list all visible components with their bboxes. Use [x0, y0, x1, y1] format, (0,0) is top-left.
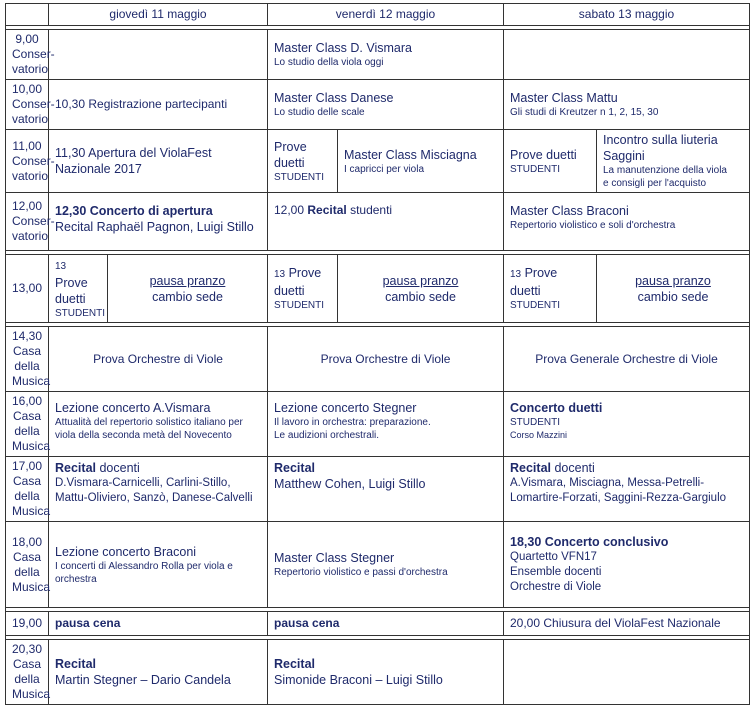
cell-thu-12: 12,30 Concerto di apertura Recital Raphaël Pagnon, Luigi Stillo: [49, 193, 268, 251]
row-19: [6, 612, 750, 636]
row-2030: [6, 640, 750, 705]
cell-thu-2030: Recital Martin Stegner – Dario Candela: [49, 640, 268, 705]
cell-thu-9: [49, 30, 268, 80]
row-13: [6, 255, 750, 323]
cell-fri-13-prove: 13 Prove duetti STUDENTI: [268, 255, 338, 323]
cell-sat-2030: [504, 640, 750, 705]
event-subtitle: Gli studi di Kreutzer n 1, 2, 15, 30: [510, 107, 659, 118]
time-cell-13: 13,00: [6, 255, 49, 323]
cell-sat-16: Concerto duetti STUDENTI Corso Mazzini: [504, 392, 750, 457]
event-title: Master Class D. Vismara: [274, 41, 412, 55]
cell-fri-11-prove: Prove duetti STUDENTI: [268, 130, 338, 193]
cell-sat-12: Master Class Braconi Repertorio violistico e soli d'orchestra: [504, 193, 750, 251]
cell-thu-11: 11,30 Apertura del ViolaFest Nazionale 2017: [49, 130, 268, 193]
cell-fri-12: 12,00 Recital studenti: [268, 193, 504, 251]
cell-sat-10: [504, 80, 750, 130]
time-cell-17: 17,00 Casa della Musica: [6, 457, 49, 522]
cell-fri-17: Recital Matthew Cohen, Luigi Stillo: [268, 457, 504, 522]
cell-thu-18: Lezione concerto Braconi I concerti di Alessandro Rolla per viola e orchestra: [49, 522, 268, 608]
cell-fri-11-masterclass: Master Class Misciagna I capricci per viola: [338, 130, 504, 193]
cell-thu-13-pausa: pausa pranzo cambio sede: [108, 255, 268, 323]
cell-sat-13-pausa: pausa pranzo cambio sede: [597, 255, 750, 323]
time-cell-16: 16,00 Casa della Musica: [6, 392, 49, 457]
row-18: [6, 522, 750, 608]
cell-thu-17: Recital docenti D.Vismara-Carnicelli, Carlini-Stillo, Mattu-Oliviero, Sanzò, Danese-Calvelli: [49, 457, 268, 522]
time-cell-1430: 14,30 Casa della Musica: [6, 327, 49, 392]
day-header-sat: sabato 13 maggio: [504, 4, 750, 26]
day-header-fri: venerdì 12 maggio: [268, 4, 504, 26]
cell-fri-18: Master Class Stegner Repertorio violistico e passi d'orchestra: [268, 522, 504, 608]
event-subtitle: Lo studio delle scale: [274, 107, 365, 118]
cell-fri-2030: Recital Simonide Braconi – Luigi Stillo: [268, 640, 504, 705]
cell-thu-13-prove: 13 Prove duetti STUDENTI: [49, 255, 108, 323]
cell-fri-13-pausa: pausa pranzo cambio sede: [338, 255, 504, 323]
cell-sat-1430: Prova Generale Orchestre di Viole: [504, 327, 750, 392]
event-title: Master Class Mattu: [510, 91, 618, 105]
time-cell-2030: 20,30 Casa della Musica: [6, 640, 49, 705]
row-17: [6, 457, 750, 522]
cell-fri-19: pausa cena: [268, 612, 504, 636]
cell-sat-9: [504, 30, 750, 80]
day-header-thu: giovedì 11 maggio: [49, 4, 268, 26]
corner-cell: [6, 4, 49, 26]
row-10: [6, 80, 750, 130]
time-cell-10: 10,00 Conser- vatorio: [6, 80, 49, 130]
cell-sat-17: Recital docenti A.Vismara, Misciagna, Messa-Petrelli- Lomartire-Forzati, Saggini-Rezza-Gargiulo: [504, 457, 750, 522]
time-cell-11: 11,00 Conser- vatorio: [6, 130, 49, 193]
cell-sat-13-prove: 13 Prove duetti STUDENTI: [504, 255, 597, 323]
time-cell-18: 18,00 Casa della Musica: [6, 522, 49, 608]
event-title: Master Class Danese: [274, 91, 394, 105]
cell-thu-1430: Prova Orchestre di Viole: [49, 327, 268, 392]
event-subtitle: Lo studio della viola oggi: [274, 57, 384, 68]
cell-sat-11-liuteria: Incontro sulla liuteria Saggini La manutenzione della viola e consigli per l'acquisto: [597, 130, 750, 193]
time-cell-19: 19,00: [6, 612, 49, 636]
cell-sat-18: 18,30 Concerto conclusivo Quartetto VFN17 Ensemble docenti Orchestre di Viole: [504, 522, 750, 608]
cell-sat-11-prove: Prove duetti STUDENTI: [504, 130, 597, 193]
cell-fri-1430: Prova Orchestre di Viole: [268, 327, 504, 392]
time-cell-12: 12,00 Conser- vatorio: [6, 193, 49, 251]
row-9: [6, 30, 750, 80]
cell-fri-16: Lezione concerto Stegner Il lavoro in orchestra: preparazione. Le audizioni orchestrali.: [268, 392, 504, 457]
row-1430: [6, 327, 750, 392]
row-12: [6, 193, 750, 251]
header-row: [6, 4, 750, 26]
cell-thu-10: 10,30 Registrazione partecipanti: [49, 80, 268, 130]
cell-sat-19: 20,00 Chiusura del ViolaFest Nazionale: [504, 612, 750, 636]
cell-fri-9: [268, 30, 504, 80]
schedule-table: [5, 3, 750, 705]
cell-fri-10: [268, 80, 504, 130]
cell-thu-16: Lezione concerto A.Vismara Attualità del repertorio solistico italiano per viola della seconda metà del Novecento: [49, 392, 268, 457]
cell-thu-19: pausa cena: [49, 612, 268, 636]
row-11: [6, 130, 750, 193]
time-cell-9: 9,00 Conser- vatorio: [6, 30, 49, 80]
row-16: [6, 392, 750, 457]
